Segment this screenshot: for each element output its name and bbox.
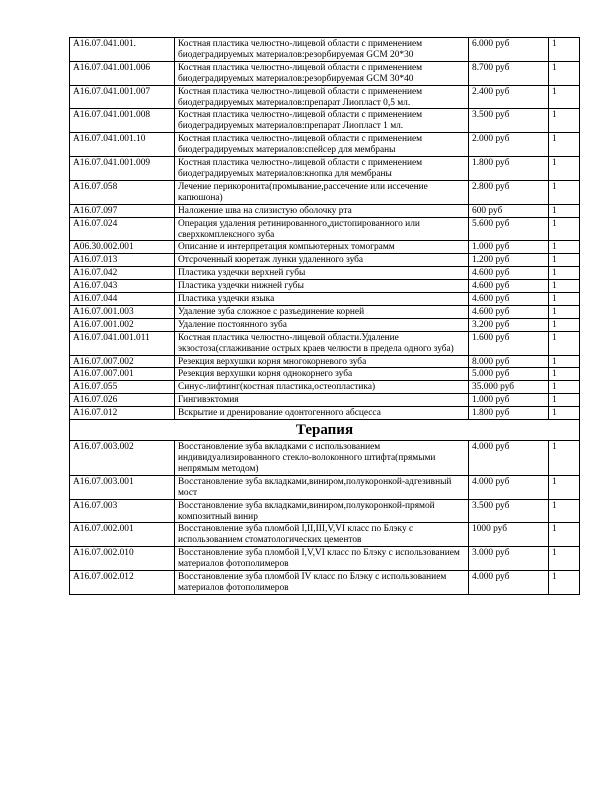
service-code-cell: A16.07.013	[70, 254, 175, 267]
service-name-cell: Вскрытие и дренирование одонтогенного абсцесса	[175, 407, 469, 420]
quantity-cell: 1	[549, 331, 580, 355]
table-row	[70, 157, 580, 181]
service-code-cell: A16.07.026	[70, 394, 175, 407]
service-code-cell: A16.07.002.010	[70, 547, 175, 571]
service-code-cell: A16.07.041.001.007	[70, 85, 175, 109]
service-name-cell: Костная пластика челюстно-лицевой области с применением биодеградируемых материалов:препарат Лиопласт 0,5 мл.	[175, 85, 469, 109]
table-row	[70, 368, 580, 381]
service-code-cell: A16.07.041.001.008	[70, 109, 175, 133]
service-code-cell: A16.07.001.002	[70, 318, 175, 331]
price-cell: 4.600 руб	[469, 293, 549, 306]
table-row	[70, 109, 580, 133]
table-row	[70, 85, 580, 109]
table-row	[70, 331, 580, 355]
quantity-cell: 1	[549, 368, 580, 381]
quantity-cell: 1	[549, 133, 580, 157]
price-cell: 4.000 руб	[469, 571, 549, 595]
quantity-cell: 1	[549, 499, 580, 523]
quantity-cell: 1	[549, 241, 580, 254]
price-cell: 1.000 руб	[469, 394, 549, 407]
service-code-cell: A16.07.042	[70, 267, 175, 280]
table-row	[70, 241, 580, 254]
price-cell: 3.000 руб	[469, 547, 549, 571]
table-row	[70, 204, 580, 217]
section-title: Терапия	[70, 420, 580, 441]
table-row	[70, 547, 580, 571]
therapy-rows	[70, 441, 580, 595]
quantity-cell: 1	[549, 280, 580, 293]
price-cell: 6.000 руб	[469, 38, 549, 62]
service-name-cell: Гингивэктомия	[175, 394, 469, 407]
quantity-cell: 1	[549, 109, 580, 133]
table-row	[70, 571, 580, 595]
service-code-cell: A16.07.003.001	[70, 475, 175, 499]
quantity-cell: 1	[549, 547, 580, 571]
service-name-cell: Костная пластика челюстно-лицевой области с применением биодеградируемых материалов:резорбируемая GCM 20*30	[175, 38, 469, 62]
quantity-cell: 1	[549, 293, 580, 306]
table-row	[70, 293, 580, 306]
service-name-cell: Восстановление зуба пломбой IV класс по Блэку с использованием материалов фотополимеров	[175, 571, 469, 595]
quantity-cell: 1	[549, 381, 580, 394]
table-row	[70, 381, 580, 394]
quantity-cell: 1	[549, 61, 580, 85]
price-cell: 1.600 руб	[469, 331, 549, 355]
price-cell: 3.200 руб	[469, 318, 549, 331]
service-code-cell: A16.07.002.001	[70, 523, 175, 547]
price-cell: 1.800 руб	[469, 407, 549, 420]
service-name-cell: Операция удаления ретинированного,дистопированного или сверхкомплексного зуба	[175, 217, 469, 241]
service-code-cell: A16.07.003	[70, 499, 175, 523]
service-code-cell: A16.07.044	[70, 293, 175, 306]
service-code-cell: A16.07.041.001.	[70, 38, 175, 62]
service-name-cell: Костная пластика челюстно-лицевой области с применением биодеградируемых материалов:спейсер для мембраны	[175, 133, 469, 157]
surgery-rows	[70, 38, 580, 420]
table-row	[70, 267, 580, 280]
service-code-cell: A16.07.041.001.011	[70, 331, 175, 355]
service-name-cell: Восстановление зуба вкладками с использованием индивидуализированного стекло-волоконного штифта(прямыми непрямым методом)	[175, 441, 469, 476]
price-cell: 4.000 руб	[469, 441, 549, 476]
quantity-cell: 1	[549, 305, 580, 318]
service-name-cell: Костная пластика челюстно-лицевой области с применением биодеградируемых материалов:препарат Лиопласт 1 мл.	[175, 109, 469, 133]
service-code-cell: A16.07.041.001.10	[70, 133, 175, 157]
price-cell: 3.500 руб	[469, 109, 549, 133]
table-row	[70, 305, 580, 318]
price-cell: 8.000 руб	[469, 355, 549, 368]
section-header-row-group	[70, 420, 580, 441]
quantity-cell: 1	[549, 38, 580, 62]
quantity-cell: 1	[549, 318, 580, 331]
service-code-cell: A16.07.007.002	[70, 355, 175, 368]
quantity-cell: 1	[549, 394, 580, 407]
service-code-cell: A16.07.055	[70, 381, 175, 394]
table-row	[70, 217, 580, 241]
table-row	[70, 133, 580, 157]
service-code-cell: A16.07.012	[70, 407, 175, 420]
table-row	[70, 38, 580, 62]
quantity-cell: 1	[549, 217, 580, 241]
quantity-cell: 1	[549, 407, 580, 420]
quantity-cell: 1	[549, 523, 580, 547]
table-row	[70, 61, 580, 85]
quantity-cell: 1	[549, 355, 580, 368]
table-row	[70, 499, 580, 523]
table-row	[70, 523, 580, 547]
quantity-cell: 1	[549, 85, 580, 109]
quantity-cell: 1	[549, 204, 580, 217]
service-code-cell: A16.07.097	[70, 204, 175, 217]
price-cell: 4.000 руб	[469, 475, 549, 499]
quantity-cell: 1	[549, 267, 580, 280]
service-code-cell: A06.30.002.001	[70, 241, 175, 254]
price-table	[69, 37, 580, 595]
price-cell: 35.000 руб	[469, 381, 549, 394]
section-header-row	[70, 420, 580, 441]
price-cell: 8.700 руб	[469, 61, 549, 85]
service-code-cell: A16.07.002.012	[70, 571, 175, 595]
quantity-cell: 1	[549, 157, 580, 181]
table-row	[70, 394, 580, 407]
quantity-cell: 1	[549, 254, 580, 267]
service-name-cell: Описание и интерпретация компьютерных томограмм	[175, 241, 469, 254]
table-row	[70, 475, 580, 499]
price-cell: 600 руб	[469, 204, 549, 217]
price-cell: 1.200 руб	[469, 254, 549, 267]
quantity-cell: 1	[549, 571, 580, 595]
table-row	[70, 180, 580, 204]
price-cell: 4.600 руб	[469, 267, 549, 280]
price-cell: 1.800 руб	[469, 157, 549, 181]
price-cell: 2.000 руб	[469, 133, 549, 157]
service-code-cell: A16.07.003.002	[70, 441, 175, 476]
table-row	[70, 280, 580, 293]
service-name-cell: Костная пластика челюстно-лицевой области с применением биодеградируемых материалов:кнопка для мембраны	[175, 157, 469, 181]
service-code-cell: A16.07.001.003	[70, 305, 175, 318]
service-name-cell: Пластика уздечки нижней губы	[175, 280, 469, 293]
service-name-cell: Лечение перикоронита(промывание,рассечение или иссечение капюшона)	[175, 180, 469, 204]
service-name-cell: Наложение шва на слизистую оболочку рта	[175, 204, 469, 217]
price-cell: 3.500 руб	[469, 499, 549, 523]
service-name-cell: Отсроченный кюретаж лунки удаленного зуба	[175, 254, 469, 267]
table-row	[70, 254, 580, 267]
price-cell: 2.400 руб	[469, 85, 549, 109]
price-cell: 4.600 руб	[469, 305, 549, 318]
service-name-cell: Восстановление зуба вкладками,виниром,полукоронкой-прямой композитный винир	[175, 499, 469, 523]
service-name-cell: Восстановление зуба вкладками,виниром,полукоронкой-адгезивный мост	[175, 475, 469, 499]
service-name-cell: Резекция верхушки корня однокорнего зуба	[175, 368, 469, 381]
service-name-cell: Костная пластика челюстно-лицевой области с применением биодеградируемых материалов:резорбируемая GCM 30*40	[175, 61, 469, 85]
quantity-cell: 1	[549, 475, 580, 499]
service-name-cell: Костная пластика челюстно-лицевой области.Удаление экзостоза(сглаживание острых краев челюсти в предела одного зуба)	[175, 331, 469, 355]
service-code-cell: A16.07.058	[70, 180, 175, 204]
quantity-cell: 1	[549, 180, 580, 204]
quantity-cell: 1	[549, 441, 580, 476]
service-code-cell: A16.07.007.001	[70, 368, 175, 381]
price-cell: 1000 руб	[469, 523, 549, 547]
table-row	[70, 407, 580, 420]
price-cell: 1.000 руб	[469, 241, 549, 254]
service-name-cell: Удаление зуба сложное с разъединение корней	[175, 305, 469, 318]
service-code-cell: A16.07.041.001.006	[70, 61, 175, 85]
table-row	[70, 441, 580, 476]
service-name-cell: Восстановление зуба пломбой I,II,III,V,VI класс по Блэку с использованием стоматологических цементов	[175, 523, 469, 547]
price-cell: 4.600 руб	[469, 280, 549, 293]
price-cell: 5.000 руб	[469, 368, 549, 381]
service-code-cell: A16.07.024	[70, 217, 175, 241]
price-cell: 5.600 руб	[469, 217, 549, 241]
service-name-cell: Пластика уздечки языка	[175, 293, 469, 306]
service-name-cell: Синус-лифтинг(костная пластика,остеопластика)	[175, 381, 469, 394]
table-row	[70, 355, 580, 368]
service-code-cell: A16.07.041.001.009	[70, 157, 175, 181]
price-cell: 2.800 руб	[469, 180, 549, 204]
service-name-cell: Пластика уздечки верхней губы	[175, 267, 469, 280]
service-name-cell: Резекция верхушки корня многокорневого зуба	[175, 355, 469, 368]
table-row	[70, 318, 580, 331]
service-name-cell: Восстановление зуба пломбой I,V,VI класс по Блэку с использованием материалов фотополимеров	[175, 547, 469, 571]
service-name-cell: Удаление постоянного зуба	[175, 318, 469, 331]
service-code-cell: A16.07.043	[70, 280, 175, 293]
